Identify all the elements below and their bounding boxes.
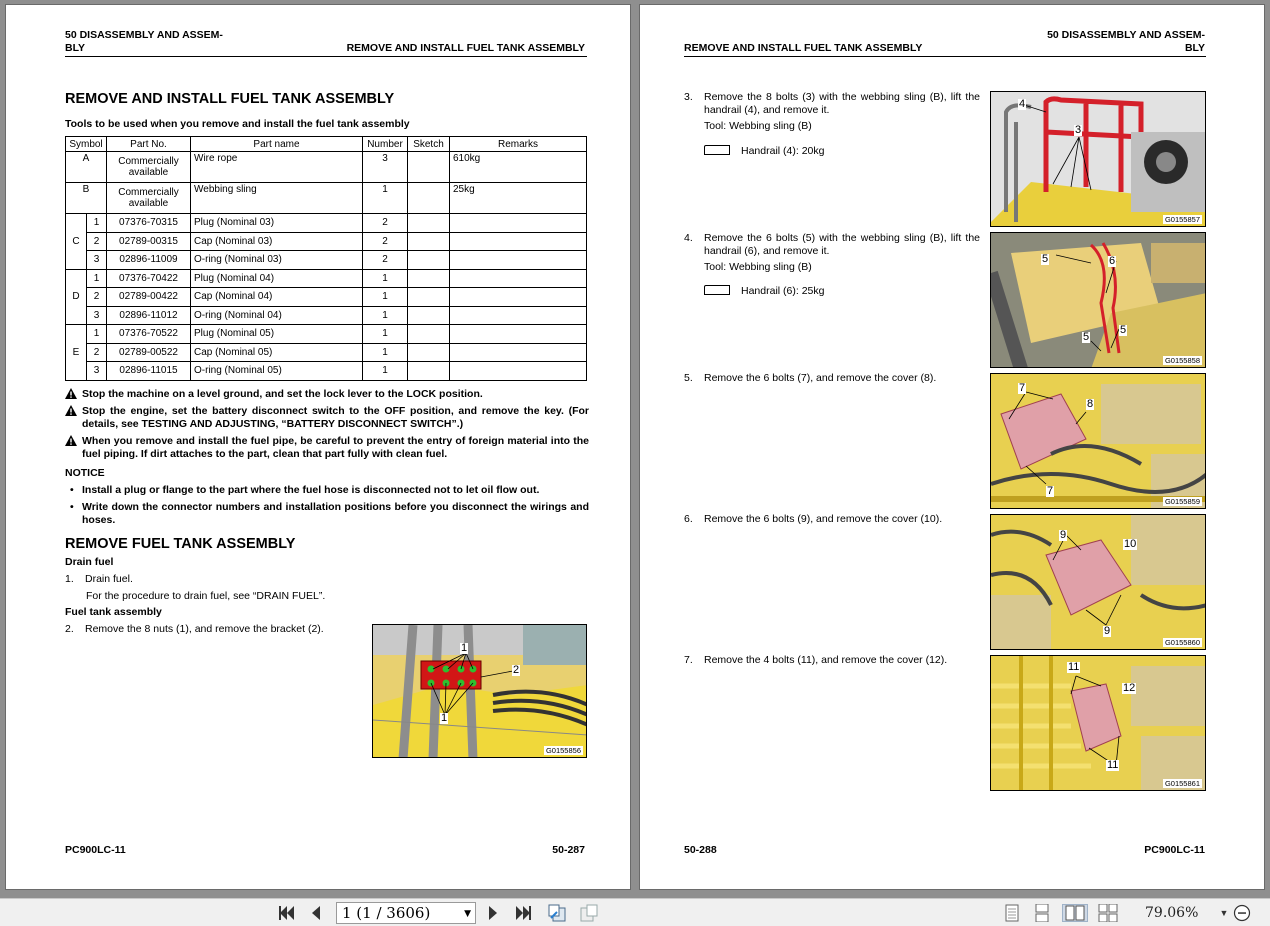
cell-part-no: 07376-70315 [107,214,191,233]
table-row [66,288,587,307]
cell-remarks [450,325,587,344]
last-page-icon [514,905,532,921]
cell-remarks: 25kg [450,183,587,214]
cell-sketch [408,306,450,325]
notice-text: Write down the connector numbers and installation positions before you disconnect the wirings and hoses. [82,501,589,526]
tools-table [65,136,587,381]
step-number: 2. [65,623,74,635]
facing-view-button[interactable] [1062,904,1088,922]
cell-sketch [408,362,450,381]
callout-label: 10 [1124,538,1137,550]
page-title: REMOVE AND INSTALL FUEL TANK ASSEMBLY [65,91,395,107]
table-row [66,343,587,362]
header-chapter-line1: 50 DISASSEMBLY AND ASSEM- [65,29,223,41]
cell-number: 2 [363,251,408,270]
step-text: Remove the 6 bolts (7), and remove the cover (8). [704,372,937,384]
cell-sketch [408,251,450,270]
step-text: Remove the 4 bolts (11), and remove the cover (12). [704,654,948,666]
cell-part-no: 02896-11015 [107,362,191,381]
header-chapter-line2: BLY [1184,41,1205,54]
header-chapter [65,29,223,54]
callout-label: 5 [1083,331,1090,343]
figure-id: G0155856 [545,746,581,755]
header-section: REMOVE AND INSTALL FUEL TANK ASSEMBLY [684,42,923,54]
subsection-title: Drain fuel [65,556,114,568]
col-sketch: Sketch [408,137,450,152]
footer-model: PC900LC-11 [65,844,126,856]
cell-number: 2 [363,232,408,251]
cell-remarks [450,214,587,233]
warning-icon [65,405,77,416]
cell-remarks [450,362,587,381]
cell-group-symbol: C [66,214,87,270]
cell-sub: 2 [87,343,107,362]
single-page-view-button[interactable] [1002,904,1022,922]
cell-part-no: 07376-70422 [107,269,191,288]
last-page-button[interactable] [512,904,534,922]
step-text: Remove the 8 bolts (3) with the webbing sling (B), lift the handrail (4), and remove it. [704,91,980,116]
step-note: For the procedure to drain fuel, see “DRAIN FUEL”. [86,590,326,602]
figure-cover-8 [990,373,1206,509]
cell-sketch [408,343,450,362]
col-part-name: Part name [191,137,363,152]
step-item [684,91,980,116]
table-header-row [66,137,587,152]
cell-sketch [408,183,450,214]
step-text: Remove the 6 bolts (5) with the webbing sling (B), lift the handrail (6), and remove it. [704,232,980,257]
table-row [66,325,587,344]
cell-sub: 1 [87,214,107,233]
footer-page-number: 50-288 [684,844,717,856]
header-chapter [1047,29,1205,54]
cell-remarks [450,306,587,325]
cell-part-no: 02896-11009 [107,251,191,270]
header-chapter-line1: 50 DISASSEMBLY AND ASSEM- [1047,29,1205,41]
step-text: Drain fuel. [85,573,133,585]
next-page-button[interactable] [484,904,502,922]
cell-part-no: Commercially available [107,152,191,183]
cell-sub: 1 [87,269,107,288]
cell-part-name: Plug (Nominal 05) [191,325,363,344]
cell-part-name: Webbing sling [191,183,363,214]
figure-handrail-6 [990,232,1206,368]
callout-label: 1 [461,642,468,654]
cell-group-symbol: E [66,325,87,381]
callout-label: 1 [441,712,448,724]
figure-id: G0155861 [1164,779,1200,788]
first-page-icon [278,905,296,921]
cell-number: 2 [363,214,408,233]
cell-symbol: A [66,152,107,183]
warning-icon [65,388,77,399]
step-weight: Handrail (6): 25kg [741,285,825,297]
figure-fuel-bracket [372,624,587,758]
chevron-down-icon: ▼ [1219,908,1229,918]
figure-image [991,515,1206,650]
cell-remarks [450,251,587,270]
col-part-no: Part No. [107,137,191,152]
warning-text: When you remove and install the fuel pipe, be careful to prevent the entry of foreign material into the fuel piping. If dirt attaches to the part, clean that part fully with clean fuel. [82,435,589,460]
cell-part-name: Cap (Nominal 05) [191,343,363,362]
warning-item [65,405,589,431]
step-number: 5. [684,372,693,384]
footer-model: PC900LC-11 [1144,844,1205,856]
right-page [639,4,1265,890]
cell-sketch [408,232,450,251]
forward-view-button[interactable] [578,904,600,922]
weight-icon [704,145,730,155]
cell-sketch [408,269,450,288]
zoom-dropdown-button[interactable] [1218,904,1230,922]
figure-image [991,233,1206,368]
cell-symbol: B [66,183,107,214]
viewer-toolbar [0,898,1270,926]
callout-label: 11 [1068,661,1080,673]
continuous-view-button[interactable] [1032,904,1052,922]
figure-id: G0155858 [1164,356,1200,365]
cell-part-no: 07376-70522 [107,325,191,344]
figure-id: G0155857 [1164,215,1200,224]
callout-label: 7 [1047,485,1054,497]
cell-part-name: Cap (Nominal 03) [191,232,363,251]
warning-item [65,435,589,461]
zoom-out-button[interactable] [1232,904,1252,922]
cell-group-symbol: D [66,269,87,325]
step-number: 3. [684,91,693,103]
cell-sketch [408,325,450,344]
step-number: 1. [65,573,74,585]
forward-view-icon [579,904,599,922]
header-rule [65,56,587,57]
header-chapter-line2: BLY [65,41,86,54]
page-indicator-text: 1 (1 / 3606) [342,904,431,922]
tools-caption: Tools to be used when you remove and install the fuel tank assembly [65,118,410,130]
cell-remarks [450,232,587,251]
header-rule [684,56,1206,57]
cell-remarks [450,269,587,288]
cell-part-name: Wire rope [191,152,363,183]
cell-remarks: 610kg [450,152,587,183]
cell-remarks [450,288,587,307]
notice-item [65,484,589,497]
cell-part-name: O-ring (Nominal 05) [191,362,363,381]
step-item [684,232,980,257]
step-number: 4. [684,232,693,244]
cell-part-name: Plug (Nominal 03) [191,214,363,233]
step-number: 6. [684,513,693,525]
notice-item [65,501,589,527]
cell-number: 1 [363,269,408,288]
callout-label: 8 [1087,398,1094,410]
cell-part-no: 02789-00315 [107,232,191,251]
step-item [684,372,980,385]
callout-label: 2 [513,664,520,676]
step-item [65,573,589,586]
cell-sub: 3 [87,362,107,381]
cell-number: 3 [363,152,408,183]
figure-id: G0155860 [1164,638,1200,647]
cell-number: 1 [363,325,408,344]
step-weight: Handrail (4): 20kg [741,145,825,157]
step-number: 7. [684,654,693,666]
figure-cover-12 [990,655,1206,791]
step-tool: Tool: Webbing sling (B) [704,261,812,273]
next-page-icon [487,905,499,921]
footer-page-number: 50-287 [552,844,585,856]
cell-sub: 3 [87,306,107,325]
warning-text: Stop the machine on a level ground, and set the lock lever to the LOCK position. [82,388,483,400]
cell-part-name: Plug (Nominal 04) [191,269,363,288]
callout-label: 11 [1107,759,1119,771]
continuous-facing-view-button[interactable] [1097,904,1119,922]
cell-remarks [450,343,587,362]
notice-text: Install a plug or flange to the part where the fuel hose is disconnected not to let oil flow out. [82,484,540,496]
back-view-icon [547,904,567,922]
col-symbol: Symbol [66,137,107,152]
header-section: REMOVE AND INSTALL FUEL TANK ASSEMBLY [346,42,585,54]
cell-part-no: 02789-00522 [107,343,191,362]
callout-label: 9 [1060,529,1067,541]
continuous-facing-icon [1098,904,1118,922]
bullet-icon: • [70,501,74,513]
table-row [66,251,587,270]
cell-sketch [408,288,450,307]
figure-id: G0155859 [1164,497,1200,506]
weight-icon [704,285,730,295]
figure-image [991,92,1206,227]
left-page [5,4,631,890]
notice-label: NOTICE [65,467,105,479]
callout-label: 12 [1123,682,1136,694]
step-text: Remove the 8 nuts (1), and remove the bracket (2). [85,623,324,635]
callout-label: 4 [1019,98,1026,110]
table-row [66,269,587,288]
figure-image [373,625,587,758]
cell-sketch [408,214,450,233]
cell-part-name: O-ring (Nominal 04) [191,306,363,325]
step-item [684,654,980,667]
step-tool: Tool: Webbing sling (B) [704,120,812,132]
cell-number: 1 [363,183,408,214]
figure-handrail-4 [990,91,1206,227]
cell-sketch [408,152,450,183]
warning-item [65,388,589,401]
cell-sub: 2 [87,288,107,307]
figure-image [991,656,1206,791]
callout-label: 6 [1109,255,1116,267]
chevron-down-icon[interactable]: ▼ [464,909,471,919]
zoom-level[interactable]: 79.06% [1145,905,1199,921]
cell-part-name: O-ring (Nominal 03) [191,251,363,270]
cell-sub: 2 [87,232,107,251]
table-row [66,306,587,325]
callout-label: 7 [1019,382,1026,394]
warning-text: Stop the engine, set the battery disconnect switch to the OFF position, and remove the key. (For details, see TESTING AND ADJUSTING, “BATTERY DISCONNECT SWITCH”.) [82,405,589,430]
previous-page-icon [310,905,322,921]
callout-label: 9 [1104,625,1111,637]
callout-label: 5 [1120,324,1127,336]
figure-cover-10 [990,514,1206,650]
table-row [66,214,587,233]
continuous-page-icon [1035,904,1049,922]
bullet-icon: • [70,484,74,496]
cell-sub: 1 [87,325,107,344]
cell-part-no: 02789-00422 [107,288,191,307]
figure-image [991,374,1206,509]
table-row [66,152,587,183]
cell-number: 1 [363,288,408,307]
col-number: Number [363,137,408,152]
previous-page-button[interactable] [307,904,325,922]
cell-number: 1 [363,343,408,362]
callout-label: 5 [1042,253,1049,265]
step-text: Remove the 6 bolts (9), and remove the cover (10). [704,513,943,525]
table-row [66,362,587,381]
step-item [684,513,980,526]
zoom-out-icon [1233,904,1251,922]
page-number-input[interactable] [336,902,476,924]
section-title: REMOVE FUEL TANK ASSEMBLY [65,536,296,552]
cell-part-no: Commercially available [107,183,191,214]
col-remarks: Remarks [450,137,587,152]
single-page-icon [1005,904,1019,922]
callout-label: 3 [1075,124,1082,136]
cell-sub: 3 [87,251,107,270]
cell-number: 1 [363,306,408,325]
subsection-title: Fuel tank assembly [65,606,162,618]
facing-page-icon [1065,905,1085,921]
table-row [66,232,587,251]
cell-part-no: 02896-11012 [107,306,191,325]
step-item [65,623,365,636]
table-row [66,183,587,214]
cell-number: 1 [363,362,408,381]
warning-icon [65,435,77,446]
back-view-button[interactable] [546,904,568,922]
first-page-button[interactable] [276,904,298,922]
cell-part-name: Cap (Nominal 04) [191,288,363,307]
